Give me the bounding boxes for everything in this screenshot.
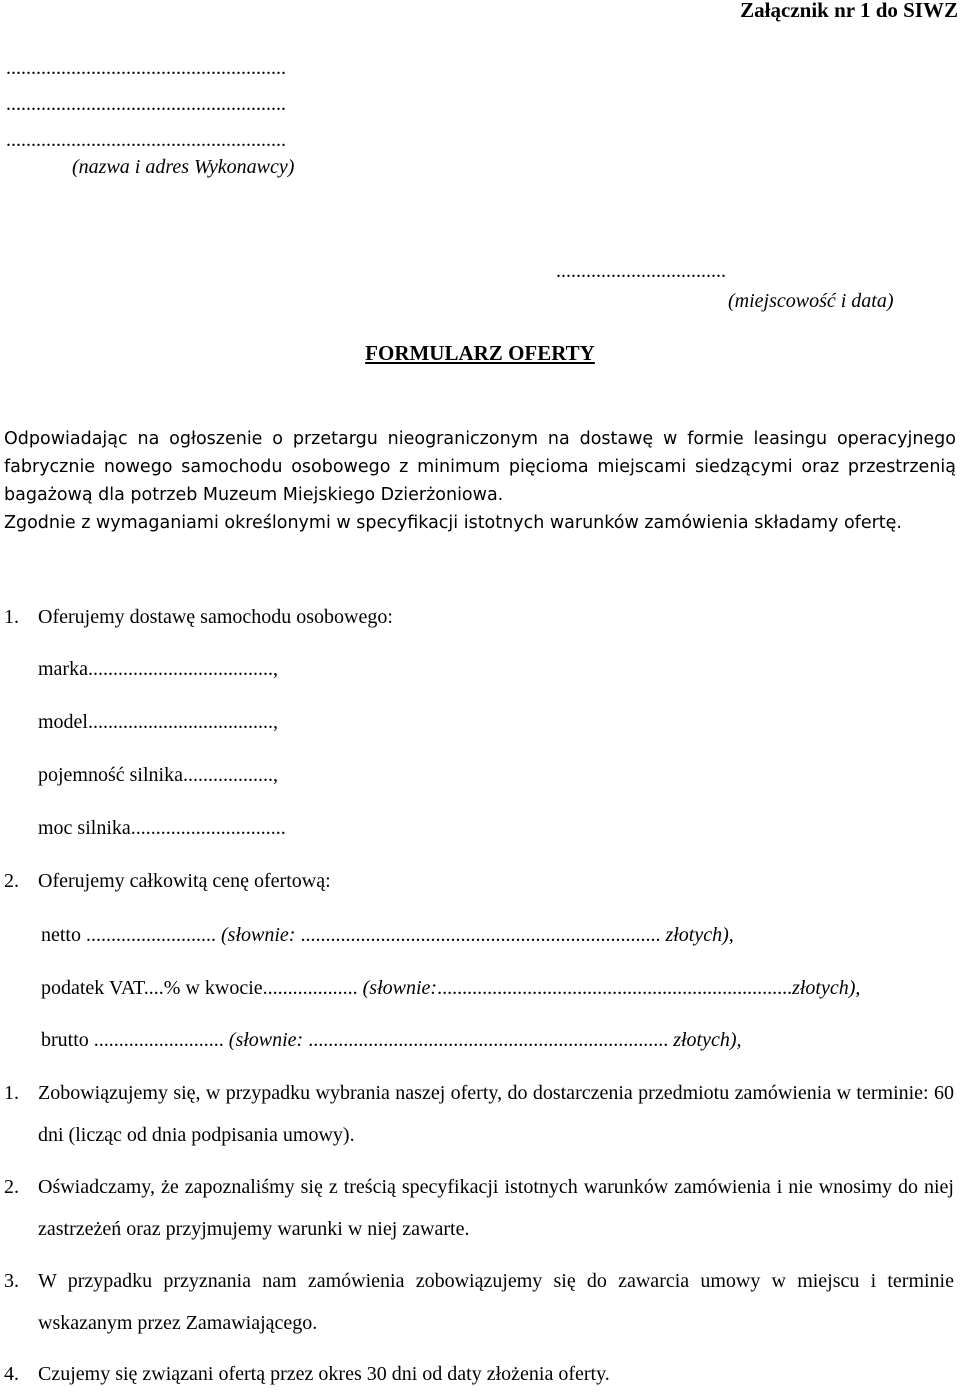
price-row-dots: .......................... <box>88 1029 224 1051</box>
declaration-text: Czujemy się związani ofertą przez okres 30 dni od daty złożenia oferty. <box>38 1363 610 1385</box>
price-row-words-label: (słownie: <box>216 924 301 946</box>
price-row-dots: .......................... <box>81 924 216 946</box>
price-row-words-label: (słownie: <box>357 977 438 999</box>
car-field-model: model....................................., <box>38 711 278 733</box>
price-row-words-dots: ........................................................................ <box>308 1029 669 1051</box>
declaration-text: W przypadku przyznania nam zamówienia zobowiązujemy się do zawarcia umowy w miejscu i terminie wskazanym przez Zamawiającego. <box>38 1270 954 1334</box>
price-section-heading: Oferujemy całkowitą cenę ofertową: <box>38 870 331 892</box>
declaration-number: 3. <box>4 1270 19 1292</box>
price-row-words-dots: ....................................................................... <box>437 977 793 999</box>
price-row-label: brutto <box>41 1029 89 1051</box>
price-row-words-label: (słownie: <box>223 1029 309 1051</box>
car-section-number: 1. <box>4 606 19 628</box>
price-row-currency: złotych), <box>668 1029 742 1051</box>
contractor-dots-1: ........................................................ <box>6 57 286 79</box>
place-date-label: (miejscowość i data) <box>728 290 894 312</box>
intro-paragraph-1: Odpowiadając na ogłoszenie o przetargu nieograniczonym na dostawę w formie leasingu operacyjnego fabrycznie nowego samochodu osobowego z minimum pięcioma miejscami siedzącymi oraz przestrzenią bagażową dla potrzeb Muzeum Miejskiego Dzierżoniowa. <box>4 429 956 505</box>
price-row-currency: złotych), <box>660 924 734 946</box>
declaration-number: 4. <box>4 1363 19 1385</box>
declaration-number: 1. <box>4 1082 19 1104</box>
place-date-dots: .................................. <box>556 260 726 282</box>
price-row-label: podatek VAT <box>41 977 144 999</box>
car-field-engine-power: moc silnika............................... <box>38 817 286 839</box>
car-section-heading: Oferujemy dostawę samochodu osobowego: <box>38 606 393 628</box>
contractor-label: (nazwa i adres Wykonawcy) <box>72 156 295 178</box>
declaration-number: 2. <box>4 1176 19 1198</box>
price-row-currency: złotych), <box>792 977 861 999</box>
price-row-vat <box>41 978 860 998</box>
car-field-engine-capacity: pojemność silnika.................., <box>38 764 278 786</box>
declaration-text: Zobowiązujemy się, w przypadku wybrania naszej oferty, do dostarczenia przedmiotu zamówienia w terminie: 60 dni (licząc od dnia podpisania umowy). <box>38 1082 954 1146</box>
intro-paragraph-2: Zgodnie z wymaganiami określonymi w specyfikacji istotnych warunków zamówienia składamy ofertę. <box>4 513 902 533</box>
price-row-label: netto <box>41 924 81 946</box>
price-row-gross <box>41 1030 742 1050</box>
price-section-number: 2. <box>4 870 19 892</box>
declaration-text: Oświadczamy, że zapoznaliśmy się z treścią specyfikacji istotnych warunków zamówienia i nie wnosimy do niej zastrzeżeń oraz przyjmujemy warunki w niej zawarte. <box>38 1176 954 1240</box>
intro-section <box>4 425 956 537</box>
contractor-dots-3: ........................................................ <box>6 129 286 151</box>
price-row-words-dots: ........................................................................ <box>300 924 661 946</box>
price-row-net <box>41 925 734 945</box>
form-title: FORMULARZ OFERTY <box>365 341 595 365</box>
attachment-label: Załącznik nr 1 do SIWZ <box>740 0 958 22</box>
price-row-dots: ....% w kwocie................... <box>143 977 358 999</box>
car-field-make: marka....................................., <box>38 658 278 680</box>
contractor-dots-2: ........................................................ <box>6 93 286 115</box>
